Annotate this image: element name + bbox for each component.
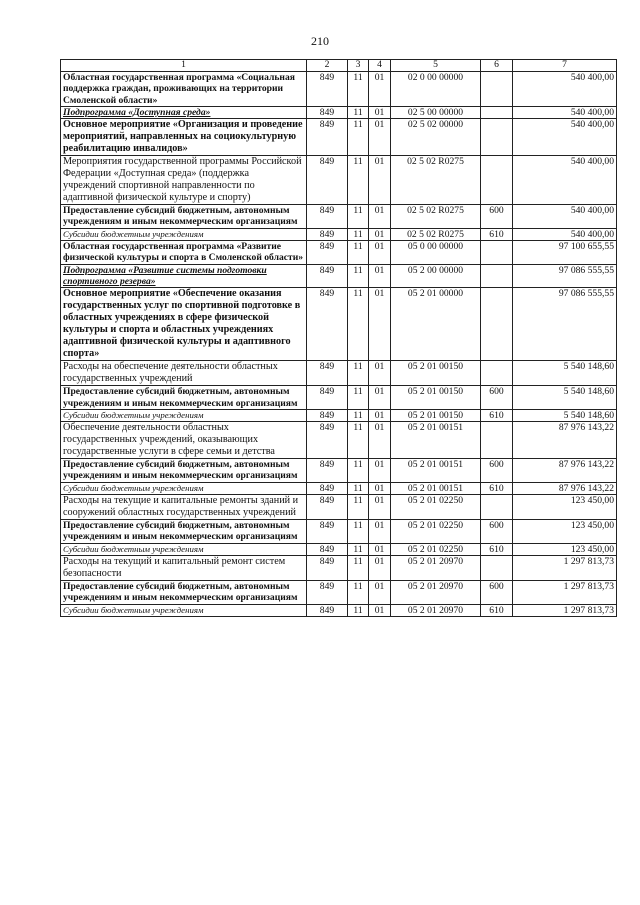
amount-cell: 97 086 555,55 <box>513 264 617 288</box>
table-row <box>61 422 617 459</box>
table-row <box>61 288 617 361</box>
column-header-1: 1 <box>61 60 307 72</box>
expense-name-cell: Субсидии бюджетным учреждениям <box>61 543 307 555</box>
column-header-3: 3 <box>348 60 369 72</box>
subsection-code-cell: 01 <box>369 386 391 410</box>
target-article-cell: 05 2 01 00150 <box>391 409 481 421</box>
expense-type-cell <box>481 119 513 156</box>
column-header-5: 5 <box>391 60 481 72</box>
expense-name-cell: Субсидии бюджетным учреждениям <box>61 228 307 240</box>
section-code-cell: 11 <box>348 386 369 410</box>
ministry-code-cell: 849 <box>307 241 348 265</box>
amount-cell: 123 450,00 <box>513 543 617 555</box>
section-code-cell: 11 <box>348 555 369 580</box>
expense-type-cell: 610 <box>481 482 513 494</box>
target-article-cell: 05 2 01 00151 <box>391 422 481 459</box>
ministry-code-cell: 849 <box>307 459 348 483</box>
table-row <box>61 555 617 580</box>
page-number: 210 <box>311 34 329 48</box>
table-row <box>61 156 617 205</box>
subsection-code-cell: 01 <box>369 361 391 386</box>
section-code-cell: 11 <box>348 264 369 288</box>
expense-type-cell <box>481 422 513 459</box>
expense-name-cell: Субсидии бюджетным учреждениям <box>61 482 307 494</box>
expense-type-cell <box>481 156 513 205</box>
amount-cell: 97 100 655,55 <box>513 241 617 265</box>
section-code-cell: 11 <box>348 119 369 156</box>
expense-type-cell: 600 <box>481 520 513 544</box>
amount-cell: 87 976 143,22 <box>513 459 617 483</box>
target-article-cell: 02 5 00 00000 <box>391 106 481 118</box>
amount-cell: 540 400,00 <box>513 106 617 118</box>
table-row <box>61 119 617 156</box>
section-code-cell: 11 <box>348 156 369 205</box>
subsection-code-cell: 01 <box>369 604 391 616</box>
subsection-code-cell: 01 <box>369 119 391 156</box>
subsection-code-cell: 01 <box>369 580 391 604</box>
table-body <box>61 72 617 617</box>
subsection-code-cell: 01 <box>369 241 391 265</box>
ministry-code-cell: 849 <box>307 580 348 604</box>
expense-type-cell <box>481 361 513 386</box>
target-article-cell: 02 0 00 00000 <box>391 72 481 107</box>
ministry-code-cell: 849 <box>307 156 348 205</box>
subsection-code-cell: 01 <box>369 520 391 544</box>
table-row <box>61 409 617 421</box>
ministry-code-cell: 849 <box>307 555 348 580</box>
subsection-code-cell: 01 <box>369 264 391 288</box>
amount-cell: 1 297 813,73 <box>513 555 617 580</box>
expense-name-cell: Расходы на текущий и капитальный ремонт систем безопасности <box>61 555 307 580</box>
amount-cell: 540 400,00 <box>513 228 617 240</box>
expense-type-cell <box>481 495 513 520</box>
ministry-code-cell: 849 <box>307 228 348 240</box>
subsection-code-cell: 01 <box>369 495 391 520</box>
expense-name-cell: Областная государственная программа «Развитие физической культуры и спорта в Смоленской области» <box>61 241 307 265</box>
expense-type-cell: 610 <box>481 228 513 240</box>
target-article-cell: 05 2 01 20970 <box>391 580 481 604</box>
expense-name-cell: Основное мероприятие «Организация и проведение мероприятий, направленных на социокультурную реабилитацию инвалидов» <box>61 119 307 156</box>
section-code-cell: 11 <box>348 409 369 421</box>
expense-name-cell: Подпрограмма «Доступная среда» <box>61 106 307 118</box>
subsection-code-cell: 01 <box>369 205 391 229</box>
amount-cell: 123 450,00 <box>513 520 617 544</box>
section-code-cell: 11 <box>348 520 369 544</box>
ministry-code-cell: 849 <box>307 386 348 410</box>
header-row <box>61 60 617 72</box>
amount-cell: 540 400,00 <box>513 205 617 229</box>
subsection-code-cell: 01 <box>369 482 391 494</box>
section-code-cell: 11 <box>348 482 369 494</box>
subsection-code-cell: 01 <box>369 106 391 118</box>
subsection-code-cell: 01 <box>369 409 391 421</box>
amount-cell: 87 976 143,22 <box>513 422 617 459</box>
target-article-cell: 05 2 01 20970 <box>391 555 481 580</box>
expense-type-cell <box>481 72 513 107</box>
target-article-cell: 05 2 01 00000 <box>391 288 481 361</box>
expense-type-cell <box>481 106 513 118</box>
table-row <box>61 241 617 265</box>
table-row <box>61 106 617 118</box>
expense-name-cell: Субсидии бюджетным учреждениям <box>61 409 307 421</box>
column-header-2: 2 <box>307 60 348 72</box>
expense-name-cell: Подпрограмма «Развитие системы подготовки спортивного резерва» <box>61 264 307 288</box>
amount-cell: 1 297 813,73 <box>513 604 617 616</box>
expense-name-cell: Расходы на текущие и капитальные ремонты зданий и сооружений областных государственных учреждений <box>61 495 307 520</box>
column-header-6: 6 <box>481 60 513 72</box>
ministry-code-cell: 849 <box>307 604 348 616</box>
budget-table <box>60 59 617 617</box>
table-row <box>61 386 617 410</box>
subsection-code-cell: 01 <box>369 228 391 240</box>
ministry-code-cell: 849 <box>307 495 348 520</box>
ministry-code-cell: 849 <box>307 361 348 386</box>
expense-type-cell: 600 <box>481 386 513 410</box>
expense-name-cell: Предоставление субсидий бюджетным, автономным учреждениям и иным некоммерческим организациям <box>61 459 307 483</box>
expense-type-cell <box>481 288 513 361</box>
table-row <box>61 520 617 544</box>
expense-type-cell: 600 <box>481 205 513 229</box>
table-row <box>61 482 617 494</box>
table-row <box>61 580 617 604</box>
section-code-cell: 11 <box>348 205 369 229</box>
ministry-code-cell: 849 <box>307 288 348 361</box>
target-article-cell: 02 5 02 R0275 <box>391 205 481 229</box>
target-article-cell: 05 2 01 00151 <box>391 459 481 483</box>
ministry-code-cell: 849 <box>307 543 348 555</box>
section-code-cell: 11 <box>348 495 369 520</box>
amount-cell: 540 400,00 <box>513 119 617 156</box>
expense-type-cell: 610 <box>481 409 513 421</box>
subsection-code-cell: 01 <box>369 72 391 107</box>
section-code-cell: 11 <box>348 241 369 265</box>
section-code-cell: 11 <box>348 422 369 459</box>
table-row <box>61 604 617 616</box>
section-code-cell: 11 <box>348 72 369 107</box>
ministry-code-cell: 849 <box>307 482 348 494</box>
expense-name-cell: Обеспечение деятельности областных государственных учреждений, оказывающих государственные услуги в сфере семьи и детства <box>61 422 307 459</box>
expense-type-cell: 600 <box>481 459 513 483</box>
expense-name-cell: Предоставление субсидий бюджетным, автономным учреждениям и иным некоммерческим организациям <box>61 386 307 410</box>
section-code-cell: 11 <box>348 106 369 118</box>
amount-cell: 540 400,00 <box>513 72 617 107</box>
target-article-cell: 02 5 02 00000 <box>391 119 481 156</box>
expense-name-cell: Предоставление субсидий бюджетным, автономным учреждениям и иным некоммерческим организациям <box>61 580 307 604</box>
amount-cell: 1 297 813,73 <box>513 580 617 604</box>
table-row <box>61 264 617 288</box>
amount-cell: 5 540 148,60 <box>513 409 617 421</box>
amount-cell: 97 086 555,55 <box>513 288 617 361</box>
expense-type-cell <box>481 241 513 265</box>
section-code-cell: 11 <box>348 543 369 555</box>
subsection-code-cell: 01 <box>369 422 391 459</box>
section-code-cell: 11 <box>348 580 369 604</box>
expense-type-cell: 610 <box>481 604 513 616</box>
target-article-cell: 05 2 00 00000 <box>391 264 481 288</box>
target-article-cell: 02 5 02 R0275 <box>391 156 481 205</box>
amount-cell: 87 976 143,22 <box>513 482 617 494</box>
subsection-code-cell: 01 <box>369 555 391 580</box>
subsection-code-cell: 01 <box>369 459 391 483</box>
target-article-cell: 02 5 02 R0275 <box>391 228 481 240</box>
target-article-cell: 05 0 00 00000 <box>391 241 481 265</box>
table-row <box>61 205 617 229</box>
expense-type-cell <box>481 264 513 288</box>
section-code-cell: 11 <box>348 459 369 483</box>
expense-type-cell: 610 <box>481 543 513 555</box>
ministry-code-cell: 849 <box>307 119 348 156</box>
subsection-code-cell: 01 <box>369 156 391 205</box>
expense-type-cell <box>481 555 513 580</box>
amount-cell: 5 540 148,60 <box>513 386 617 410</box>
subsection-code-cell: 01 <box>369 543 391 555</box>
table-row <box>61 495 617 520</box>
target-article-cell: 05 2 01 02250 <box>391 520 481 544</box>
section-code-cell: 11 <box>348 361 369 386</box>
table-row <box>61 228 617 240</box>
expense-name-cell: Областная государственная программа «Социальная поддержка граждан, проживающих на территории Смоленской области» <box>61 72 307 107</box>
expense-type-cell: 600 <box>481 580 513 604</box>
ministry-code-cell: 849 <box>307 72 348 107</box>
column-header-4: 4 <box>369 60 391 72</box>
expense-name-cell: Мероприятия государственной программы Российской Федерации «Доступная среда» (поддержка учреждений спортивной направленности по адаптивной физической культуре и спорту) <box>61 156 307 205</box>
column-header-7: 7 <box>513 60 617 72</box>
expense-name-cell: Расходы на обеспечение деятельности областных государственных учреждений <box>61 361 307 386</box>
table-row <box>61 72 617 107</box>
table-row <box>61 543 617 555</box>
section-code-cell: 11 <box>348 604 369 616</box>
subsection-code-cell: 01 <box>369 288 391 361</box>
expense-name-cell: Субсидии бюджетным учреждениям <box>61 604 307 616</box>
expense-name-cell: Предоставление субсидий бюджетным, автономным учреждениям и иным некоммерческим организациям <box>61 205 307 229</box>
ministry-code-cell: 849 <box>307 264 348 288</box>
ministry-code-cell: 849 <box>307 422 348 459</box>
ministry-code-cell: 849 <box>307 520 348 544</box>
target-article-cell: 05 2 01 20970 <box>391 604 481 616</box>
amount-cell: 540 400,00 <box>513 156 617 205</box>
ministry-code-cell: 849 <box>307 106 348 118</box>
table-row <box>61 459 617 483</box>
amount-cell: 5 540 148,60 <box>513 361 617 386</box>
target-article-cell: 05 2 01 02250 <box>391 543 481 555</box>
amount-cell: 123 450,00 <box>513 495 617 520</box>
target-article-cell: 05 2 01 00150 <box>391 361 481 386</box>
ministry-code-cell: 849 <box>307 205 348 229</box>
target-article-cell: 05 2 01 02250 <box>391 495 481 520</box>
expense-name-cell: Предоставление субсидий бюджетным, автономным учреждениям и иным некоммерческим организациям <box>61 520 307 544</box>
target-article-cell: 05 2 01 00150 <box>391 386 481 410</box>
section-code-cell: 11 <box>348 288 369 361</box>
ministry-code-cell: 849 <box>307 409 348 421</box>
expense-name-cell: Основное мероприятие «Обеспечение оказания государственных услуг по спортивной подготовке в областных учреждениях в сфере физической культуры и спорта и областных учреждениях адаптивной физической культуры и адаптивного спорта» <box>61 288 307 361</box>
target-article-cell: 05 2 01 00151 <box>391 482 481 494</box>
table-row <box>61 361 617 386</box>
section-code-cell: 11 <box>348 228 369 240</box>
